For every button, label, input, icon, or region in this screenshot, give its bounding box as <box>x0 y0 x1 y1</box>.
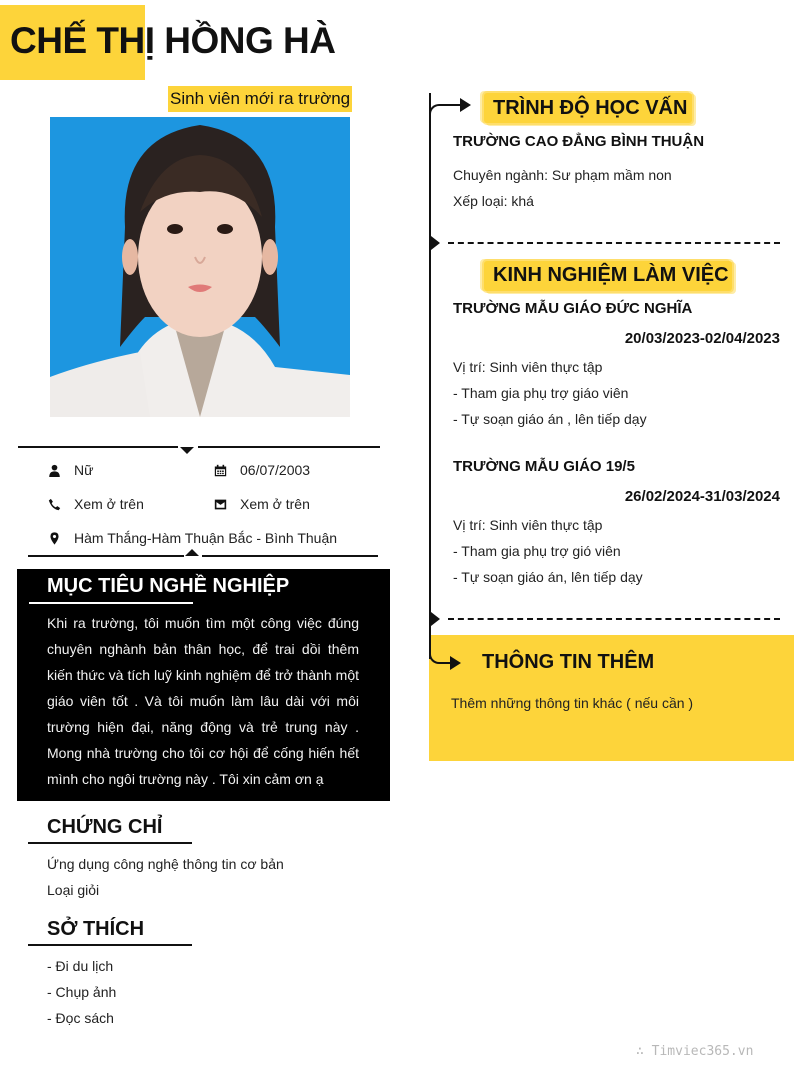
timeline-marker-icon <box>431 612 440 626</box>
job-line: - Tham gia phụ trợ giáo viên <box>453 385 629 401</box>
certificates-title: CHỨNG CHỈ <box>47 816 163 838</box>
arrow-right-icon <box>450 656 461 670</box>
envelope-icon <box>213 497 227 511</box>
info-divider-top <box>198 446 380 448</box>
timeline-line <box>429 93 431 659</box>
address-value: Hàm Thắng-Hàm Thuận Bắc - Bình Thuận <box>74 530 338 546</box>
divider-triangle-down <box>180 447 194 454</box>
gender-value: Nữ <box>74 462 94 478</box>
info-gender <box>47 462 93 478</box>
dashed-divider <box>448 242 780 244</box>
education-line: Xếp loại: khá <box>453 193 534 209</box>
hobby-item: - Chụp ảnh <box>47 984 117 1000</box>
portrait-illustration <box>50 117 350 417</box>
hobby-item: - Đọc sách <box>47 1010 114 1026</box>
info-phone <box>47 496 144 512</box>
job-line: - Tự soạn giáo án, lên tiếp dạy <box>453 569 643 585</box>
map-marker-icon <box>47 531 61 545</box>
dashed-divider <box>448 618 780 620</box>
education-school: TRƯỜNG CAO ĐẲNG BÌNH THUẬN <box>453 133 705 150</box>
arrow-right-icon <box>460 98 471 112</box>
timeline-curve <box>429 104 445 118</box>
job-line: - Tự soạn giáo án , lên tiếp dạy <box>453 411 647 427</box>
job-company: TRƯỜNG MẪU GIÁO 19/5 <box>453 458 635 475</box>
user-icon <box>47 463 61 477</box>
career-objective-section <box>17 569 390 801</box>
email-value: Xem ở trên <box>240 496 310 512</box>
job-period: 26/02/2024-31/03/2024 <box>624 488 780 505</box>
job-line: Vị trí: Sinh viên thực tập <box>453 359 603 375</box>
hobbies-underline <box>28 944 192 946</box>
additional-info-title: THÔNG TIN THÊM <box>482 651 655 673</box>
profile-photo <box>50 117 350 417</box>
job-line: - Tham gia phụ trợ gió viên <box>453 543 621 559</box>
calendar-icon <box>213 463 227 477</box>
phone-value: Xem ở trên <box>74 496 144 512</box>
divider-triangle-up <box>185 549 199 556</box>
hobbies-title: SỞ THÍCH <box>47 918 145 940</box>
objective-text: Khi ra trường, tôi muốn tìm một công việc đúng chuyên nghành bản thân học, để trai dồi thêm kiến thức và tích luỹ kinh nghiệm để trở thành một giáo viên tốt . Và tôi muốn làm lâu dài với môi trường hiện đại, năng động và trẻ trung này . Mong nhà trường cho tôi cơ hội để cống hiến hết mình cho ngôi trường này . Tôi xin cảm ơn ạ <box>47 615 359 787</box>
phone-icon <box>47 497 61 511</box>
info-divider-bottom <box>28 555 184 557</box>
hobby-item: - Đi du lịch <box>47 958 114 974</box>
info-divider-bottom <box>202 555 378 557</box>
job-line: Vị trí: Sinh viên thực tập <box>453 517 603 533</box>
info-birthday <box>213 462 310 478</box>
candidate-name: CHẾ THỊ HỒNG HÀ <box>10 20 336 61</box>
objective-underline <box>29 602 193 604</box>
info-address <box>47 530 337 546</box>
certificates-underline <box>28 842 192 844</box>
education-line: Chuyên ngành: Sư phạm mầm non <box>453 167 672 183</box>
info-divider-top <box>18 446 178 448</box>
info-email <box>213 496 310 512</box>
birthday-value: 06/07/2003 <box>240 462 311 478</box>
watermark: ∴ Timviec365.vn <box>636 1044 754 1059</box>
job-period: 20/03/2023-02/04/2023 <box>624 330 780 347</box>
timeline-marker-icon <box>431 236 440 250</box>
education-title: TRÌNH ĐỘ HỌC VẤN <box>493 97 688 119</box>
certificate-item: Ứng dụng công nghệ thông tin cơ bản <box>47 856 284 872</box>
certificate-item: Loại giỏi <box>47 882 100 898</box>
experience-title: KINH NGHIỆM LÀM VIỆC <box>493 264 729 286</box>
candidate-subtitle: Sinh viên mới ra trường <box>168 86 352 112</box>
objective-title: MỤC TIÊU NGHỀ NGHIỆP <box>47 575 290 597</box>
job-company: TRƯỜNG MẪU GIÁO ĐỨC NGHĨA <box>453 300 693 317</box>
additional-info-text: Thêm những thông tin khác ( nếu cần ) <box>451 695 694 711</box>
